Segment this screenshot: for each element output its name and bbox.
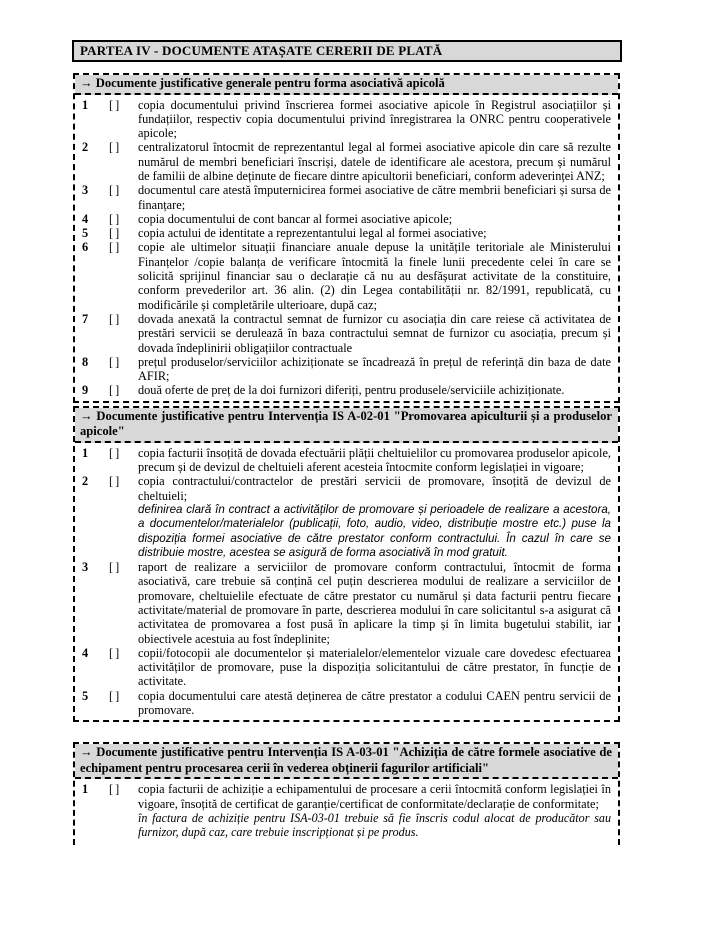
item-number: 8 bbox=[82, 354, 89, 369]
checkbox[interactable]: [ ] bbox=[109, 183, 119, 198]
item-text bbox=[138, 383, 618, 397]
item-main-text: copii/fotocopii ale documentelor și materialelor/elementelor vizuale care dovedesc efectuarea activităților de promovare, puse la dispoziția solicitantului de către prestator, în funcție de activitate. bbox=[138, 645, 611, 689]
checklist-item bbox=[75, 383, 618, 397]
checkbox[interactable]: [ ] bbox=[109, 211, 119, 226]
item-main-text: raport de realizare a serviciilor de promovare conform contractului, întocmit de forma asociativă, care trebuie să conțină cel puțin descrierea modului de realizare a serviciilor de promovare, cheltuielile efectuate de către prestator cu numărul și data facturii pentru fiecare activitate/material de promovare în parte, descrierea modului în care solicitantul s-a asigurat că activitatea de promovarea a fost pusă în aplicare la timp și în limita bugetului stabilit, iar obiectivele acestuia au fost îndeplinite; bbox=[138, 560, 611, 646]
item-text bbox=[138, 212, 618, 226]
item-number: 4 bbox=[82, 645, 89, 660]
item-number: 5 bbox=[82, 688, 89, 703]
checkbox[interactable]: [ ] bbox=[109, 226, 119, 241]
item-number: 1 bbox=[82, 782, 89, 797]
checkbox[interactable]: [ ] bbox=[109, 445, 119, 460]
section-items bbox=[75, 443, 618, 721]
checklist-item bbox=[75, 183, 618, 212]
checkbox[interactable]: [ ] bbox=[109, 560, 119, 575]
item-main-text: copia documentului care atestă deținerea de către prestator a codului CAEN pentru servicii de promovare. bbox=[138, 688, 611, 718]
checkbox[interactable]: [ ] bbox=[109, 97, 119, 112]
item-number: 1 bbox=[82, 445, 89, 460]
item-number: 4 bbox=[82, 211, 89, 226]
item-text bbox=[138, 646, 618, 689]
item-number: 2 bbox=[82, 474, 89, 489]
checkbox[interactable]: [ ] bbox=[109, 240, 119, 255]
item-main-text: copie ale ultimelor situații financiare anuale depuse la unitățile teritoriale ale Ministerului Finanțelor /copie balanța de verificare întocmită la finele lunii precedente celei în care se solicită sprijinul financiar sau o declarație că nu au desfășurat activitate de la constituire, conform prevederilor art. 36 alin. (2) din Legea contabilității nr. 82/1991, republicată, cu modificările și completările ulterioare, după caz; bbox=[138, 240, 611, 312]
item-main-text: copia documentului privind înscrierea formei asociative apicole în Registrul asociațiilor și fundațiilor, respectiv copia documentului privind înregistrarea la ONRC pentru cooperativele apicole; bbox=[138, 97, 611, 141]
checkbox[interactable]: [ ] bbox=[109, 688, 119, 703]
item-main-text: centralizatorul întocmit de reprezentantul legal al formei asociative apicole din care să rezulte numărul de membri beneficiari înscriși, datele de identificare ale acestora, precum și numărul de familii de albine deținute de fiecare dintre apicultorii beneficiari, conform adeverinței ANZ; bbox=[138, 140, 611, 183]
item-number: 3 bbox=[82, 560, 89, 575]
item-number: 6 bbox=[82, 240, 89, 255]
checkbox[interactable]: [ ] bbox=[109, 140, 119, 155]
item-text bbox=[138, 446, 618, 475]
item-main-text: copia documentului de cont bancar al formei asociative apicole; bbox=[138, 211, 453, 226]
document-page bbox=[72, 40, 622, 845]
document-section bbox=[73, 406, 620, 723]
checklist-item bbox=[75, 446, 618, 475]
checklist-item bbox=[75, 689, 618, 718]
checklist-item bbox=[75, 240, 618, 311]
page-title: PARTEA IV - DOCUMENTE ATAȘATE CERERII DE PLATĂ bbox=[72, 40, 622, 62]
checkbox[interactable]: [ ] bbox=[109, 354, 119, 369]
section-items bbox=[75, 95, 618, 401]
item-text bbox=[138, 474, 618, 560]
checklist-item bbox=[75, 226, 618, 240]
item-number: 1 bbox=[82, 97, 89, 112]
item-main-text: dovada anexată la contractul semnat de furnizor cu asociația din care reiese că activitatea de prestări servicii se derulează în baza contractului semnat de furnizor cu asociația, precum și dovada îndeplinirii obligațiilor contractuale bbox=[138, 311, 611, 355]
item-text bbox=[138, 226, 618, 240]
checkbox[interactable]: [ ] bbox=[109, 383, 119, 398]
item-number: 7 bbox=[82, 311, 89, 326]
checklist-item bbox=[75, 140, 618, 183]
document-section bbox=[73, 73, 620, 403]
checklist-item bbox=[75, 355, 618, 384]
item-text bbox=[138, 140, 618, 183]
item-note-sans: definirea clară în contract a activităților de promovare și perioadele de realizare a acestora, a documentelor/materialelor (publicații, foto, audio, video, distribuție mostre etc.) puse la dispoziția formei asociative de către prestator conform contractului. În cazul în care se distribuie mostre, acestea se asigură de forma asociativă în mod gratuit. bbox=[138, 502, 611, 559]
checklist-item bbox=[75, 212, 618, 226]
item-main-text: copia actului de identitate a reprezentantului legal al formei asociative; bbox=[138, 226, 487, 241]
item-text bbox=[138, 183, 618, 212]
item-text bbox=[138, 689, 618, 718]
item-main-text: două oferte de preț de la doi furnizori diferiți, pentru produsele/serviciile achiziționate. bbox=[138, 383, 565, 398]
checkbox[interactable]: [ ] bbox=[109, 311, 119, 326]
item-text bbox=[138, 312, 618, 355]
item-number: 9 bbox=[82, 383, 89, 398]
section-items bbox=[75, 779, 618, 842]
section-header: → Documente justificative pentru Intervenția IS A-02-01 "Promovarea apiculturii și a produselor apicole" bbox=[75, 408, 618, 443]
sections-container bbox=[72, 73, 622, 845]
item-text bbox=[138, 98, 618, 141]
checklist-item bbox=[75, 98, 618, 141]
section-header: → Documente justificative pentru Intervenția IS A-03-01 "Achiziția de către formele asociative de echipament pentru procesarea cerii în vederea obținerii fagurilor artificiali" bbox=[75, 744, 618, 779]
checkbox[interactable]: [ ] bbox=[109, 782, 119, 797]
item-note-serif: în factura de achiziție pentru ISA-03-01 trebuie să fie înscris codul alocat de producător sau furnizor, după caz, care trebuie inscripționat și pe produs. bbox=[138, 810, 611, 840]
item-main-text: copia facturii însoțită de dovada efectuării plății cheltuielilor cu promovarea produselor apicole, precum și de devizul de cheltuieli aferent acesteia întocmite conform legislației in vigoare; bbox=[138, 445, 611, 475]
item-main-text: copia facturii de achiziție a echipamentului de procesare a cerii întocmită conform legislației în vigoare, însoțită de certificat de garanție/certificat de conformitate/declarație de conformitate; bbox=[138, 782, 611, 811]
item-main-text: copia contractului/contractelor de prestări servicii de promovare, însoțită de devizul de cheltuieli; bbox=[138, 474, 611, 503]
item-text bbox=[138, 355, 618, 384]
item-number: 2 bbox=[82, 140, 89, 155]
item-main-text: prețul produselor/serviciilor achiziționate se încadrează în prețul de referință din baza de date AFIR; bbox=[138, 354, 611, 384]
checklist-item bbox=[75, 312, 618, 355]
checklist-item bbox=[75, 560, 618, 646]
item-number: 5 bbox=[82, 226, 89, 241]
item-text bbox=[138, 560, 618, 646]
item-number: 3 bbox=[82, 183, 89, 198]
document-section bbox=[73, 742, 620, 844]
checkbox[interactable]: [ ] bbox=[109, 474, 119, 489]
section-header: → Documente justificative generale pentru forma asociativă apicolă bbox=[75, 75, 618, 95]
checklist-item bbox=[75, 646, 618, 689]
item-text bbox=[138, 782, 618, 839]
item-text bbox=[138, 240, 618, 311]
checklist-item bbox=[75, 474, 618, 560]
checklist-item bbox=[75, 782, 618, 839]
checkbox[interactable]: [ ] bbox=[109, 645, 119, 660]
item-main-text: documentul care atestă împuternicirea formei asociative de către membrii beneficiari și sursa de finanțare; bbox=[138, 183, 611, 212]
